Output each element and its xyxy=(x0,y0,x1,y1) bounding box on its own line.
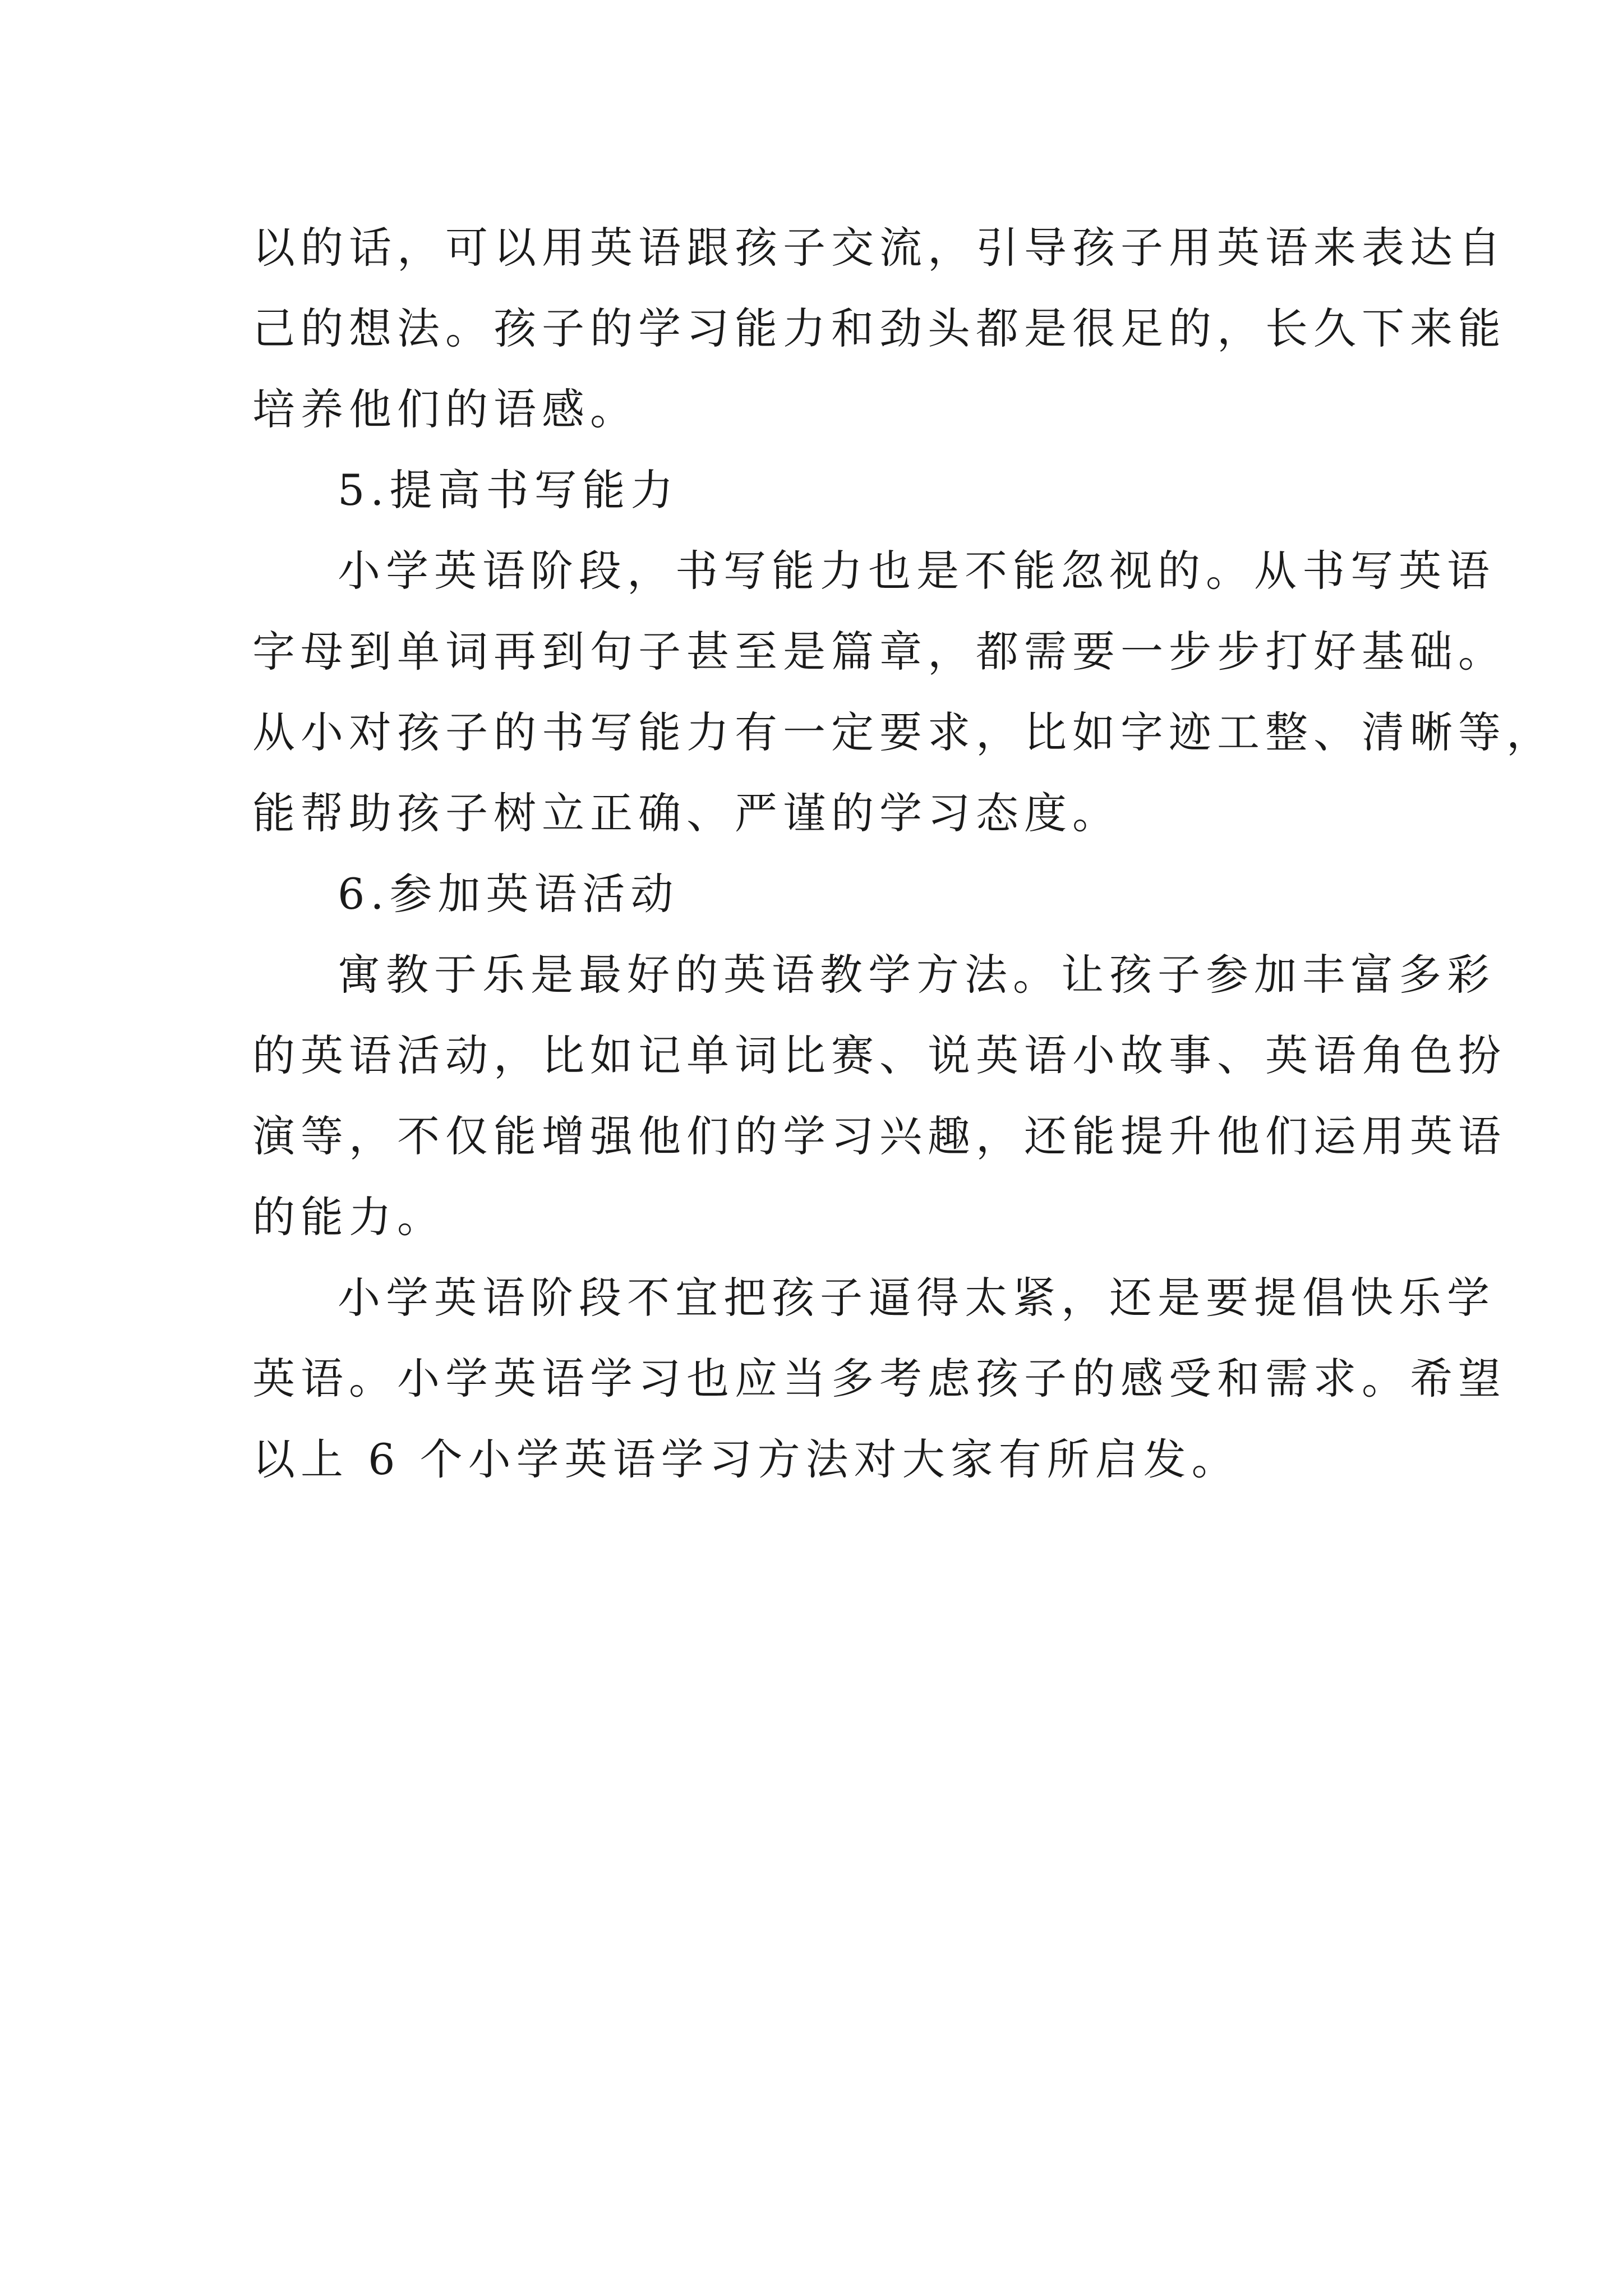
text-line: 能帮助孩子树立正确、严谨的学习态度。 xyxy=(252,788,1121,838)
text-line: 英语。小学英语学习也应当多考虑孩子的感受和需求。希望 xyxy=(252,1354,1506,1404)
text-line: 的英语活动，比如记单词比赛、说英语小故事、英语角色扮 xyxy=(252,1030,1506,1080)
document-body xyxy=(252,208,1555,1500)
text-line: 演等，不仅能增强他们的学习兴趣，还能提升他们运用英语 xyxy=(252,1111,1506,1161)
paragraph-continued xyxy=(252,208,1506,450)
text-line: 寓教于乐是最好的英语教学方法。让孩子参加丰富多彩 xyxy=(338,950,1495,1000)
paragraph-conclusion xyxy=(252,1258,1506,1500)
heading-text: 6.参加英语活动 xyxy=(338,869,679,919)
text-line: 从小对孩子的书写能力有一定要求，比如字迹工整、清晰等， xyxy=(252,707,1555,757)
paragraph-writing xyxy=(252,531,1555,854)
text-line: 小学英语阶段不宜把孩子逼得太紧，还是要提倡快乐学 xyxy=(338,1273,1495,1323)
paragraph-activities xyxy=(252,935,1506,1258)
heading-text: 5.提高书写能力 xyxy=(338,465,679,515)
section-heading-5 xyxy=(252,450,1391,531)
text-line: 小学英语阶段，书写能力也是不能忽视的。从书写英语 xyxy=(338,546,1495,596)
section-heading-6 xyxy=(252,854,1391,935)
text-line: 以的话，可以用英语跟孩子交流，引导孩子用英语来表达自 xyxy=(252,223,1506,273)
text-line: 的能力。 xyxy=(252,1192,445,1242)
text-line: 培养他们的语感。 xyxy=(252,384,638,434)
text-line: 字母到单词再到句子甚至是篇章，都需要一步步打好基础。 xyxy=(252,627,1506,677)
text-line: 以上 6 个小学英语学习方法对大家有所启发。 xyxy=(252,1434,1240,1484)
text-line: 己的想法。孩子的学习能力和劲头都是很足的，长久下来能 xyxy=(252,303,1506,353)
